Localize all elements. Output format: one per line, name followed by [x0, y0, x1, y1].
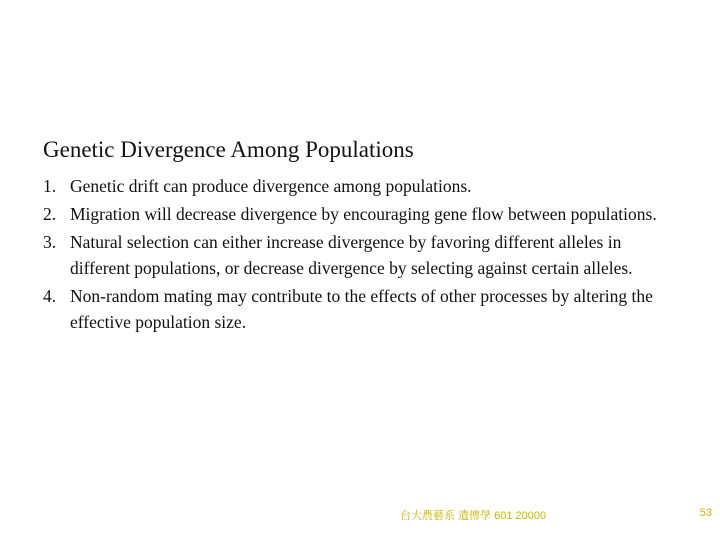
- item-text: Non-random mating may contribute to the effects of other processes by altering the effective population size.: [70, 286, 653, 332]
- bullet-list: [43, 173, 683, 337]
- item-number: 2.: [43, 204, 57, 224]
- list-item: [43, 283, 683, 335]
- item-text: Genetic drift can produce divergence among populations.: [70, 176, 472, 196]
- footer-course-label: 台大農藝系 遺傳學 601 20000: [400, 510, 547, 522]
- list-item: [43, 229, 683, 281]
- item-text: Migration will decrease divergence by encouraging gene flow between populations.: [70, 204, 657, 224]
- page-number: 53: [699, 507, 712, 519]
- item-number: 3.: [43, 232, 57, 252]
- list-item: [43, 201, 683, 227]
- list-item: [43, 173, 683, 199]
- item-number: 4.: [43, 286, 57, 306]
- item-number: 1.: [43, 176, 57, 196]
- slide-title: Genetic Divergence Among Populations: [43, 137, 414, 162]
- item-text: Natural selection can either increase divergence by favoring different alleles in different populations, or decrease divergence by selecting against certain alleles.: [70, 232, 633, 278]
